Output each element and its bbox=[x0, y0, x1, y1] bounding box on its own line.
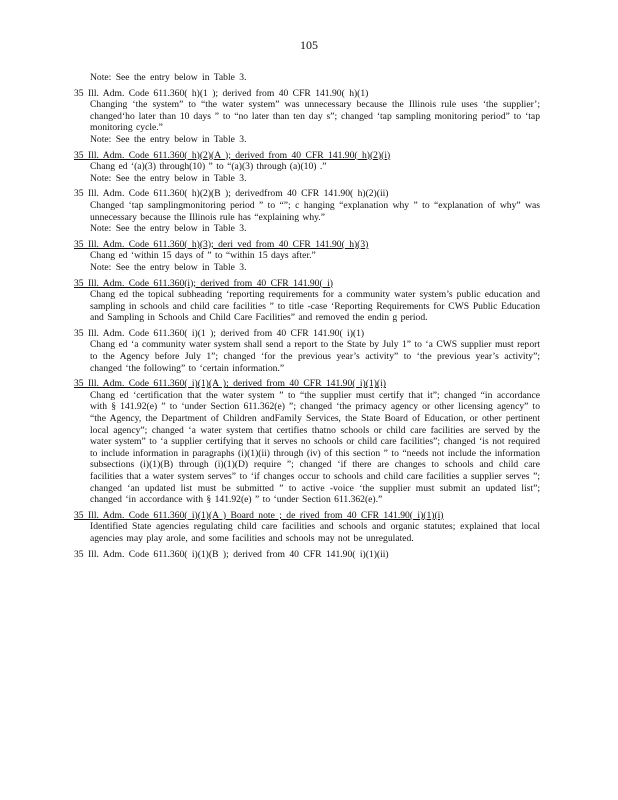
entry-note: Note: See the entry below in Table 3. bbox=[90, 223, 247, 235]
table-entry bbox=[74, 239, 540, 274]
entry-note: Note: See the entry below in Table 3. bbox=[90, 133, 247, 145]
entry-text: Chang ed ‘(a)(3) through(10) ” to “(a)(3) through (a)(10) .” bbox=[90, 161, 327, 173]
entry-list bbox=[74, 88, 540, 561]
entry-heading: 35 Ill. Adm. Code 611.360( h)(2)(B ); derivedfrom 40 CFR 141.90( h)(2)(ii) bbox=[74, 188, 389, 200]
entry-heading: 35 Ill. Adm. Code 611.360( h)(1 ); derived from 40 CFR 141.90( h)(1) bbox=[74, 87, 369, 99]
table-entry bbox=[74, 328, 540, 374]
entry-heading: 35 Ill. Adm. Code 611.360( i)(1)(A ); derived from 40 CFR 141.90( i)(1)(i) bbox=[74, 378, 386, 390]
page-number: 105 bbox=[300, 38, 318, 52]
entry-text: Changing ‘the system” to “the water system” was unnecessary because the Illinois rule uses ‘the supplier’; changed‘ho later than 10 days ” to “no later than ten day s”; changed ‘tap sampling monitoring period” to ‘tap monitoring cycle.” bbox=[90, 99, 540, 134]
entry-text: Changed ‘tap samplingmonitoring period ” to “”; c hanging “explanation why ” to “explanation of why” was unnecessary because the Illinois rule has “explaining why.” bbox=[90, 199, 540, 223]
entry-heading: 35 Ill. Adm. Code 611.360( i)(1)(A ) Board note ; de rived from 40 CFR 141.90( i)(1)(i) bbox=[74, 509, 444, 521]
entry-heading: 35 Ill. Adm. Code 611.360(i); derived from 40 CFR 141.90( i) bbox=[74, 277, 333, 289]
entry-text: Chang ed ‘within 15 days of ” to “within 15 days after.” bbox=[90, 250, 316, 262]
entry-heading: 35 Ill. Adm. Code 611.360( i)(1)(B ); derived from 40 CFR 141.90( i)(1)(ii) bbox=[74, 548, 389, 560]
table-entry bbox=[74, 150, 540, 185]
entry-note: Note: See the entry below in Table 3. bbox=[90, 172, 247, 184]
entry-note: Note: See the entry below in Table 3. bbox=[90, 261, 247, 273]
entry-text: Chang ed ‘certification that the water system ” to “the supplier must certify that it”; changed “in accordance with § 141.92(e) ” to ‘under Section 611.362(e) ”; changed ‘the primacy agency or other licensing agency” to “the Agency, the Department of Children andFamily Services, the State Board of Education, or other pertinent local agency”; changed ‘a water system that certifies thatno schools or child care facilities are served by the water system” to ‘a supplier certifying that it serves no schools or child care facilities”; changed ‘is not required to include information in paragraphs (i)(1)(ii) through (iv) of this section ” to “needs not include the information subsections (i)(1)(B) through (i)(1)(D) require ”; changed ‘if there are changes to schools and child care facilities that a water system serves” to ‘if changes occur to schools and child care facilities a supplier serves ”; changed ‘an updated list must be submitted ” to active -voice ‘the supplier must submit an updated list”; changed ‘in accordance with § 141.92(e) ” to ‘under Section 611.362(e).” bbox=[90, 389, 540, 506]
entry-text: Chang ed the topical subheading ‘reporting requirements for a community water system’s public education and sampling in schools and child care facilities ” to title -case ‘Reporting Requirements for CWS Public Education and Sampling in Schools and Child Care Facilities” and removed the endin g period. bbox=[90, 289, 540, 324]
table-entry bbox=[74, 549, 540, 561]
top-note: Note: See the entry below in Table 3. bbox=[90, 72, 247, 83]
table-entry bbox=[74, 278, 540, 324]
table-entry bbox=[74, 510, 540, 545]
entry-text: Identified State agencies regulating child care facilities and schools and organic statutes; explained that local agencies may play arole, and some facilities and schools may not be unregulated. bbox=[90, 521, 540, 544]
entry-heading: 35 Ill. Adm. Code 611.360( h)(2)(A ); derived from 40 CFR 141.90( h)(2)(i) bbox=[74, 149, 391, 161]
table-entry bbox=[74, 188, 540, 234]
page-content bbox=[74, 72, 540, 564]
entry-heading: 35 Ill. Adm. Code 611.360( h)(3); deri ved from 40 CFR 141.90( h)(3) bbox=[74, 238, 369, 250]
table-entry bbox=[74, 88, 540, 146]
entry-heading: 35 Ill. Adm. Code 611.360( i)(1 ); derived from 40 CFR 141.90( i)(1) bbox=[74, 327, 365, 339]
table-entry bbox=[74, 378, 540, 506]
entry-text: Chang ed ‘a community water system shall send a report to the State by July 1” to ‘a CWS supplier must report to the Agency before July 1”; changed ‘for the previous year’s activity” to ‘the previous year’s activity”; changed ‘the following” to ‘certain information.” bbox=[90, 339, 540, 374]
